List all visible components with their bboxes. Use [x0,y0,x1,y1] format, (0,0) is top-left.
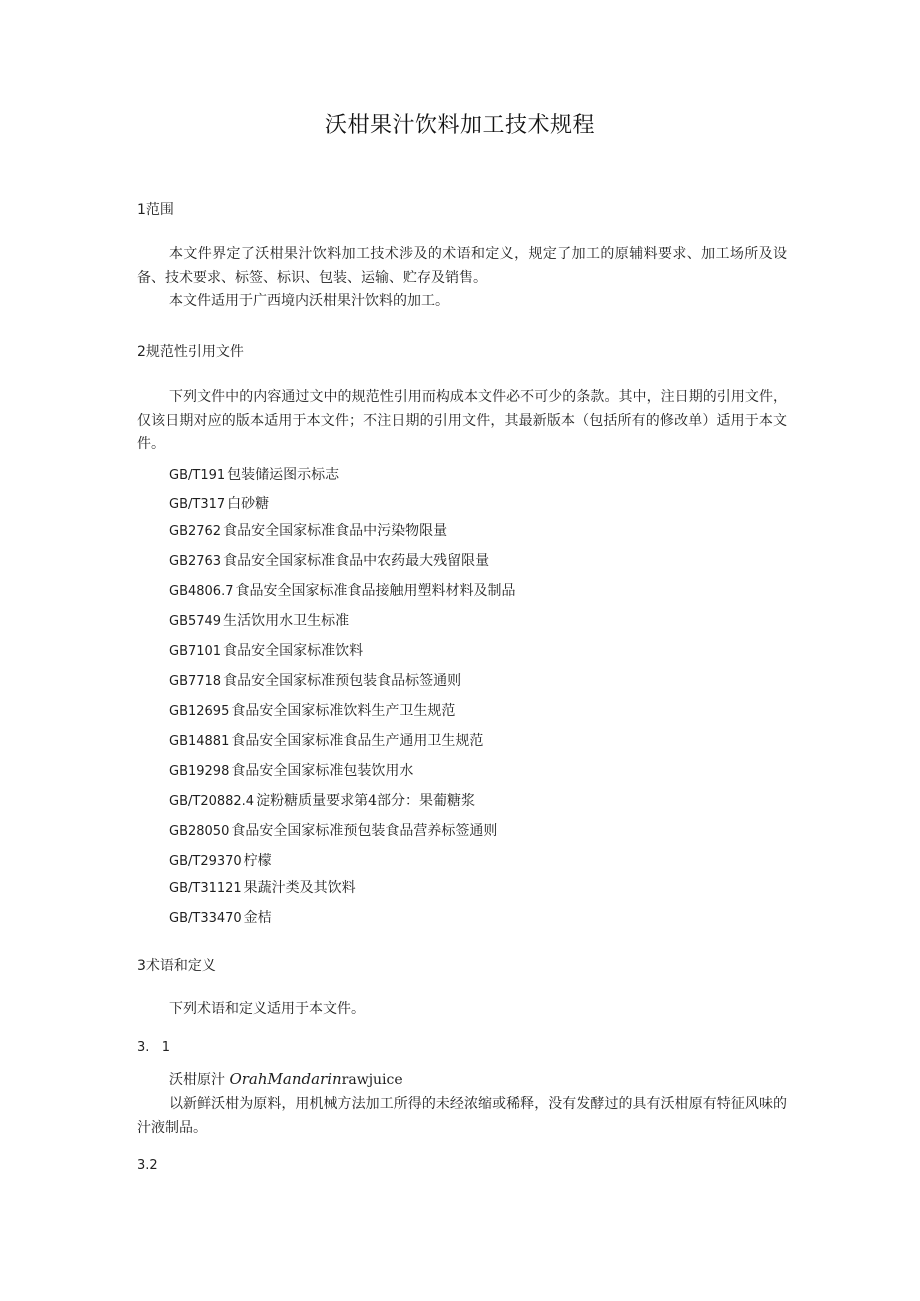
reference-item: GB2762 食品安全国家标准食品中污染物限量 [169,523,448,539]
term-number-3-1: 3. 1 [137,1040,171,1055]
reference-item: GB7718 食品安全国家标准预包装食品标签通则 [169,673,462,689]
reference-item: GB5749 生活饮用水卫生标准 [169,613,350,629]
reference-item: GB/T191 包装储运图示标志 [169,467,340,483]
section-1-heading: 1范围 [137,202,174,218]
reference-item: GB19298 食品安全国家标准包装饮用水 [169,763,414,779]
reference-item: GB2763 食品安全国家标准食品中农药最大残留限量 [169,553,490,569]
reference-item: GB14881 食品安全国家标准食品生产通用卫生规范 [169,733,484,749]
reference-item: GB/T31121 果蔬汁类及其饮料 [169,880,356,896]
section-3-heading: 3术语和定义 [137,958,216,974]
section-3-paragraph-1: 下列术语和定义适用于本文件。 [169,1001,365,1017]
term-name-3-1: 沃柑原汁 OrahMandarinrawjuice [169,1070,403,1088]
reference-item: GB/T29370 柠檬 [169,853,272,869]
section-1-paragraph-2: 本文件适用于广西境内沃柑果汁饮料的加工。 [169,293,449,309]
reference-item: GB/T20882.4 淀粉糖质量要求第4部分：果葡糖浆 [169,793,475,809]
reference-item: GB7101 食品安全国家标准饮料 [169,643,364,659]
reference-item: GB12695 食品安全国家标准饮料生产卫生规范 [169,703,456,719]
section-2-paragraph-1: 下列文件中的内容通过文中的规范性引用而构成本文件必不可少的条款。其中，注日期的引用文件，仅该日期对应的版本适用于本文件；不注日期的引用文件，其最新版本（包括所有的修改单）适用于本文件。 [137,389,787,452]
reference-item: GB4806.7 食品安全国家标准食品接触用塑料材料及制品 [169,583,516,599]
section-1-paragraph-1: 本文件界定了沃柑果汁饮料加工技术涉及的术语和定义，规定了加工的原辅料要求、加工场所及设备、技术要求、标签、标识、包装、运输、贮存及销售。 [137,246,787,286]
term-number-3-2: 3.2 [137,1158,158,1173]
document-title: 沃柑果汁饮料加工技术规程 [324,113,595,138]
reference-item: GB/T317 白砂糖 [169,496,270,512]
section-2-heading: 2规范性引用文件 [137,344,244,360]
reference-item: GB28050 食品安全国家标准预包装食品营养标签通则 [169,823,498,839]
term-definition-3-1: 以新鲜沃柑为原料，用机械方法加工所得的未经浓缩或稀释，没有发酵过的具有沃柑原有特征风味的汁液制品。 [137,1096,787,1136]
reference-item: GB/T33470 金桔 [169,910,272,926]
